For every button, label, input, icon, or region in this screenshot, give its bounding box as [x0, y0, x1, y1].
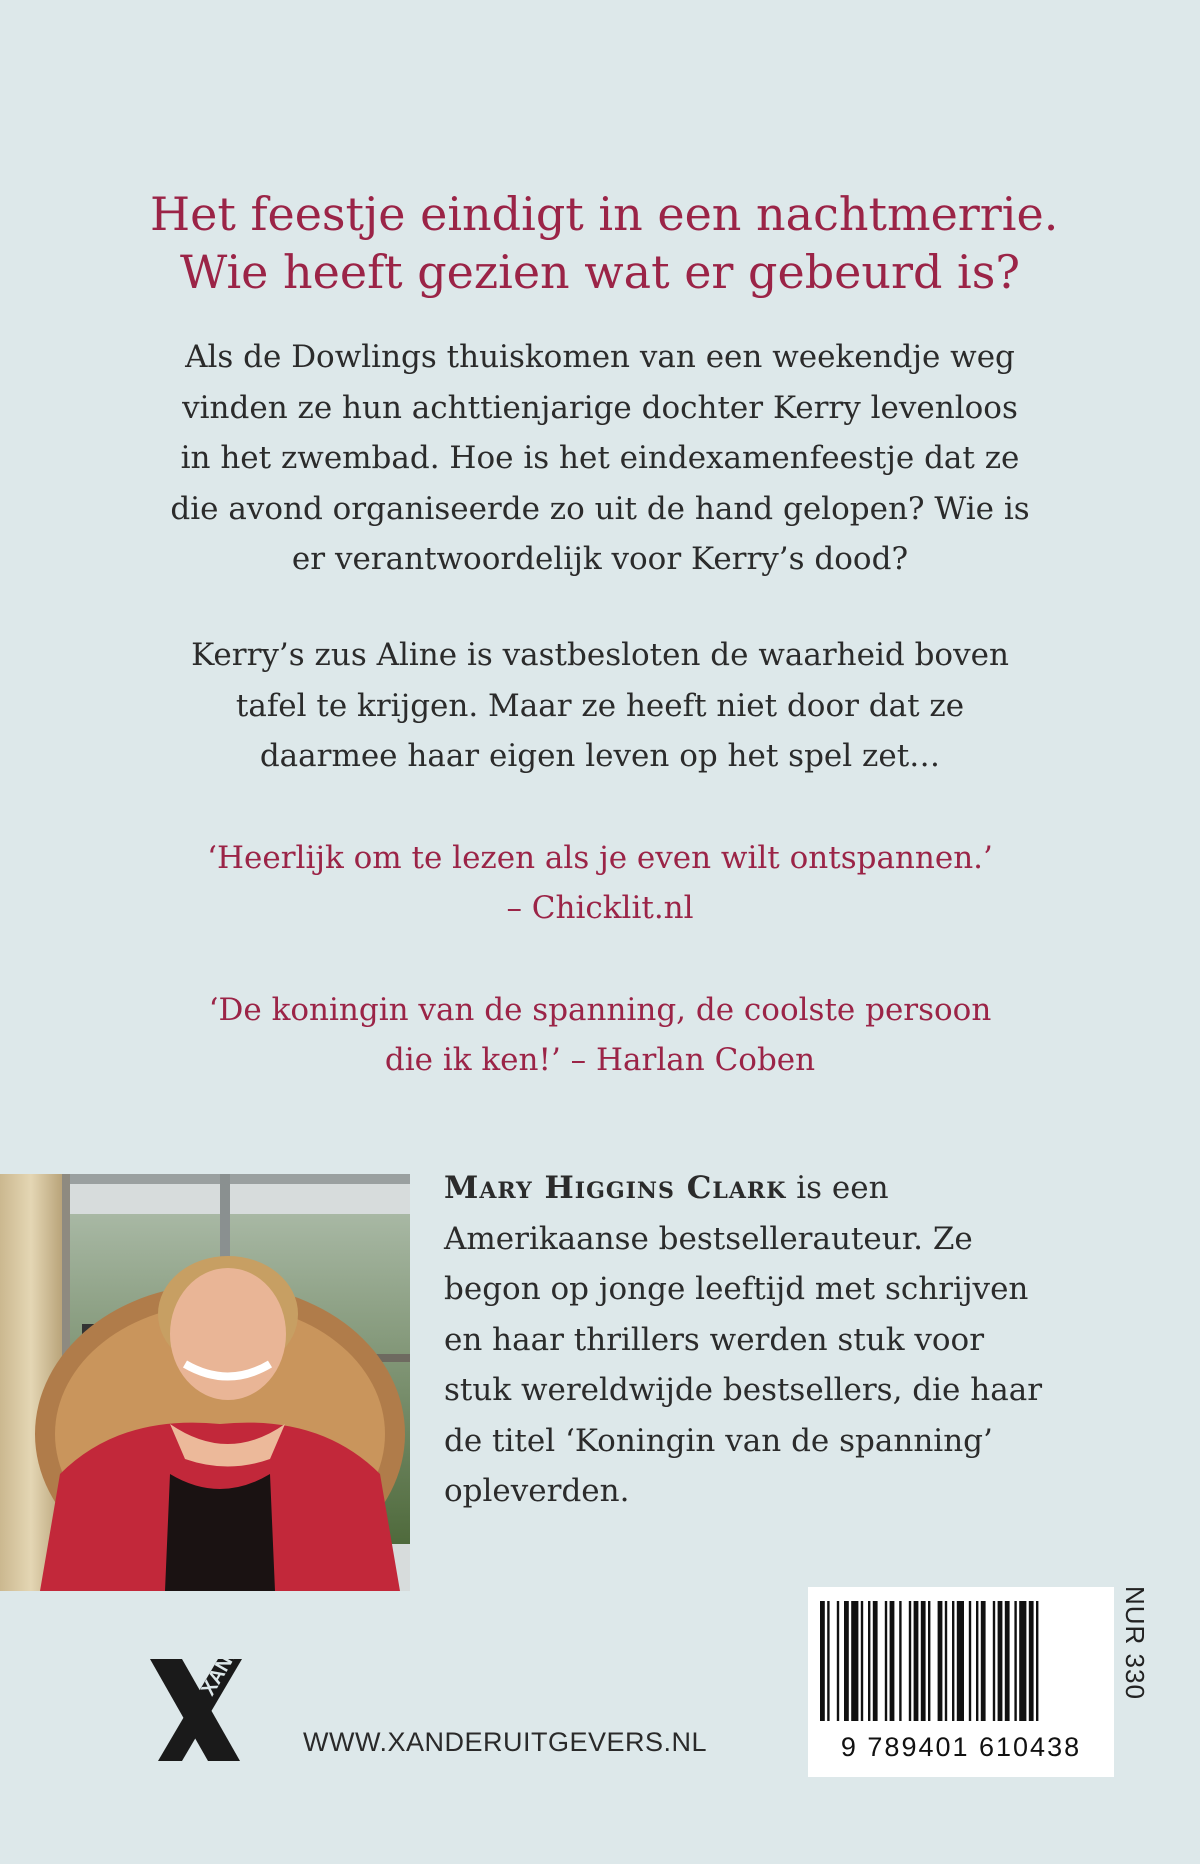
bio-line-5: stuk wereldwijde bestsellers, die haar	[444, 1372, 1043, 1408]
quote-1-line-2: – Chicklit.nl	[506, 890, 694, 926]
headline-line-1: Het feestje eindigt in een nachtmerrie.	[150, 187, 1059, 241]
barcode-bar	[998, 1601, 1003, 1721]
barcode-bar	[1019, 1601, 1026, 1721]
barcode-bar	[1014, 1601, 1016, 1721]
review-quote-1	[150, 833, 1050, 933]
author-bio	[444, 1163, 1184, 1517]
bio-line-6: de titel ‘Koningin van de spanning’	[444, 1422, 993, 1459]
barcode-bar	[837, 1601, 839, 1721]
barcode-bar	[827, 1601, 829, 1721]
barcode-bar	[976, 1601, 978, 1721]
quote-1-line-1: ‘Heerlijk om te lezen als je even wilt ontspannen.’	[207, 840, 993, 876]
nur-code: NUR 330	[1120, 1586, 1150, 1700]
xander-logo	[142, 1615, 259, 1765]
bio-line-4: en haar thrillers werden stuk voor	[444, 1321, 985, 1358]
blurb-2-line-2: tafel te krijgen. Maar ze heeft niet door dat ze	[235, 687, 965, 724]
bio-line-3: begon op jonge leeftijd met schrijven	[444, 1271, 1029, 1307]
blurb-paragraph-1	[165, 332, 1035, 585]
barcode-bars	[808, 1587, 1114, 1737]
bio-line-7: opleverden.	[444, 1473, 630, 1509]
blurb-1-line-1: Als de Dowlings thuiskomen van een weekendje weg	[185, 339, 1015, 375]
blurb-paragraph-2	[165, 630, 1035, 782]
barcode-bar	[938, 1601, 943, 1721]
barcode-bar	[957, 1601, 964, 1721]
headline	[150, 185, 1059, 301]
bio-line-2: Amerikaanse bestsellerauteur. Ze	[444, 1220, 973, 1257]
barcode-bar	[899, 1601, 901, 1721]
barcode-bar	[928, 1601, 930, 1721]
bio-line-1-rest: is een	[786, 1170, 889, 1206]
barcode-bar	[921, 1601, 926, 1721]
barcode-bar	[861, 1601, 863, 1721]
barcode-bar	[844, 1601, 849, 1721]
barcode-bar	[1036, 1601, 1038, 1721]
blurb-2-line-3: daarmee haar eigen leven op het spel zet…	[259, 738, 941, 774]
isbn-number: 9 789401 610438	[840, 1732, 1082, 1762]
blurb-2-line-1: Kerry’s zus Aline is vastbesloten de waarheid boven	[191, 637, 1009, 673]
author-photo	[0, 1174, 410, 1591]
bio-line-1	[444, 1163, 1184, 1214]
barcode-bar	[981, 1601, 986, 1721]
author-name: Mary Higgins Clark	[444, 1170, 787, 1206]
barcode-bar	[1005, 1601, 1010, 1721]
barcode-bar	[1029, 1601, 1034, 1721]
isbn-barcode	[808, 1587, 1114, 1777]
headline-line-2: Wie heeft gezien wat er gebeurd is?	[179, 245, 1021, 299]
quote-2-line-1: ‘De koningin van de spanning, de coolste persoon	[208, 992, 992, 1028]
blurb-1-line-5: er verantwoordelijk voor Kerry’s dood?	[291, 541, 909, 577]
barcode-bar	[873, 1601, 878, 1721]
barcode-bar	[820, 1601, 825, 1721]
barcode-bar	[914, 1601, 919, 1721]
blurb-1-line-4: die avond organiseerde zo uit de hand gelopen? Wie is	[170, 490, 1030, 527]
logo-text: XANDER	[197, 1615, 259, 1700]
barcode-bar	[885, 1601, 887, 1721]
barcode-bar	[868, 1601, 870, 1721]
barcode-bar	[993, 1601, 995, 1721]
barcode-bar	[952, 1601, 954, 1721]
barcode-bar	[969, 1601, 971, 1721]
barcode-bar	[909, 1601, 911, 1721]
review-quote-2	[150, 985, 1050, 1085]
publisher-website[interactable]: WWW.XANDERUITGEVERS.NL	[303, 1727, 708, 1757]
barcode-bar	[890, 1601, 895, 1721]
quote-2-line-2: die ik ken!’ – Harlan Coben	[384, 1042, 816, 1078]
blurb-1-line-2: vinden ze hun achttienjarige dochter Kerry levenloos	[182, 389, 1018, 426]
barcode-bar	[945, 1601, 947, 1721]
barcode-bar	[851, 1601, 858, 1721]
blurb-1-line-3: in het zwembad. Hoe is het eindexamenfeestje dat ze	[180, 440, 1020, 476]
